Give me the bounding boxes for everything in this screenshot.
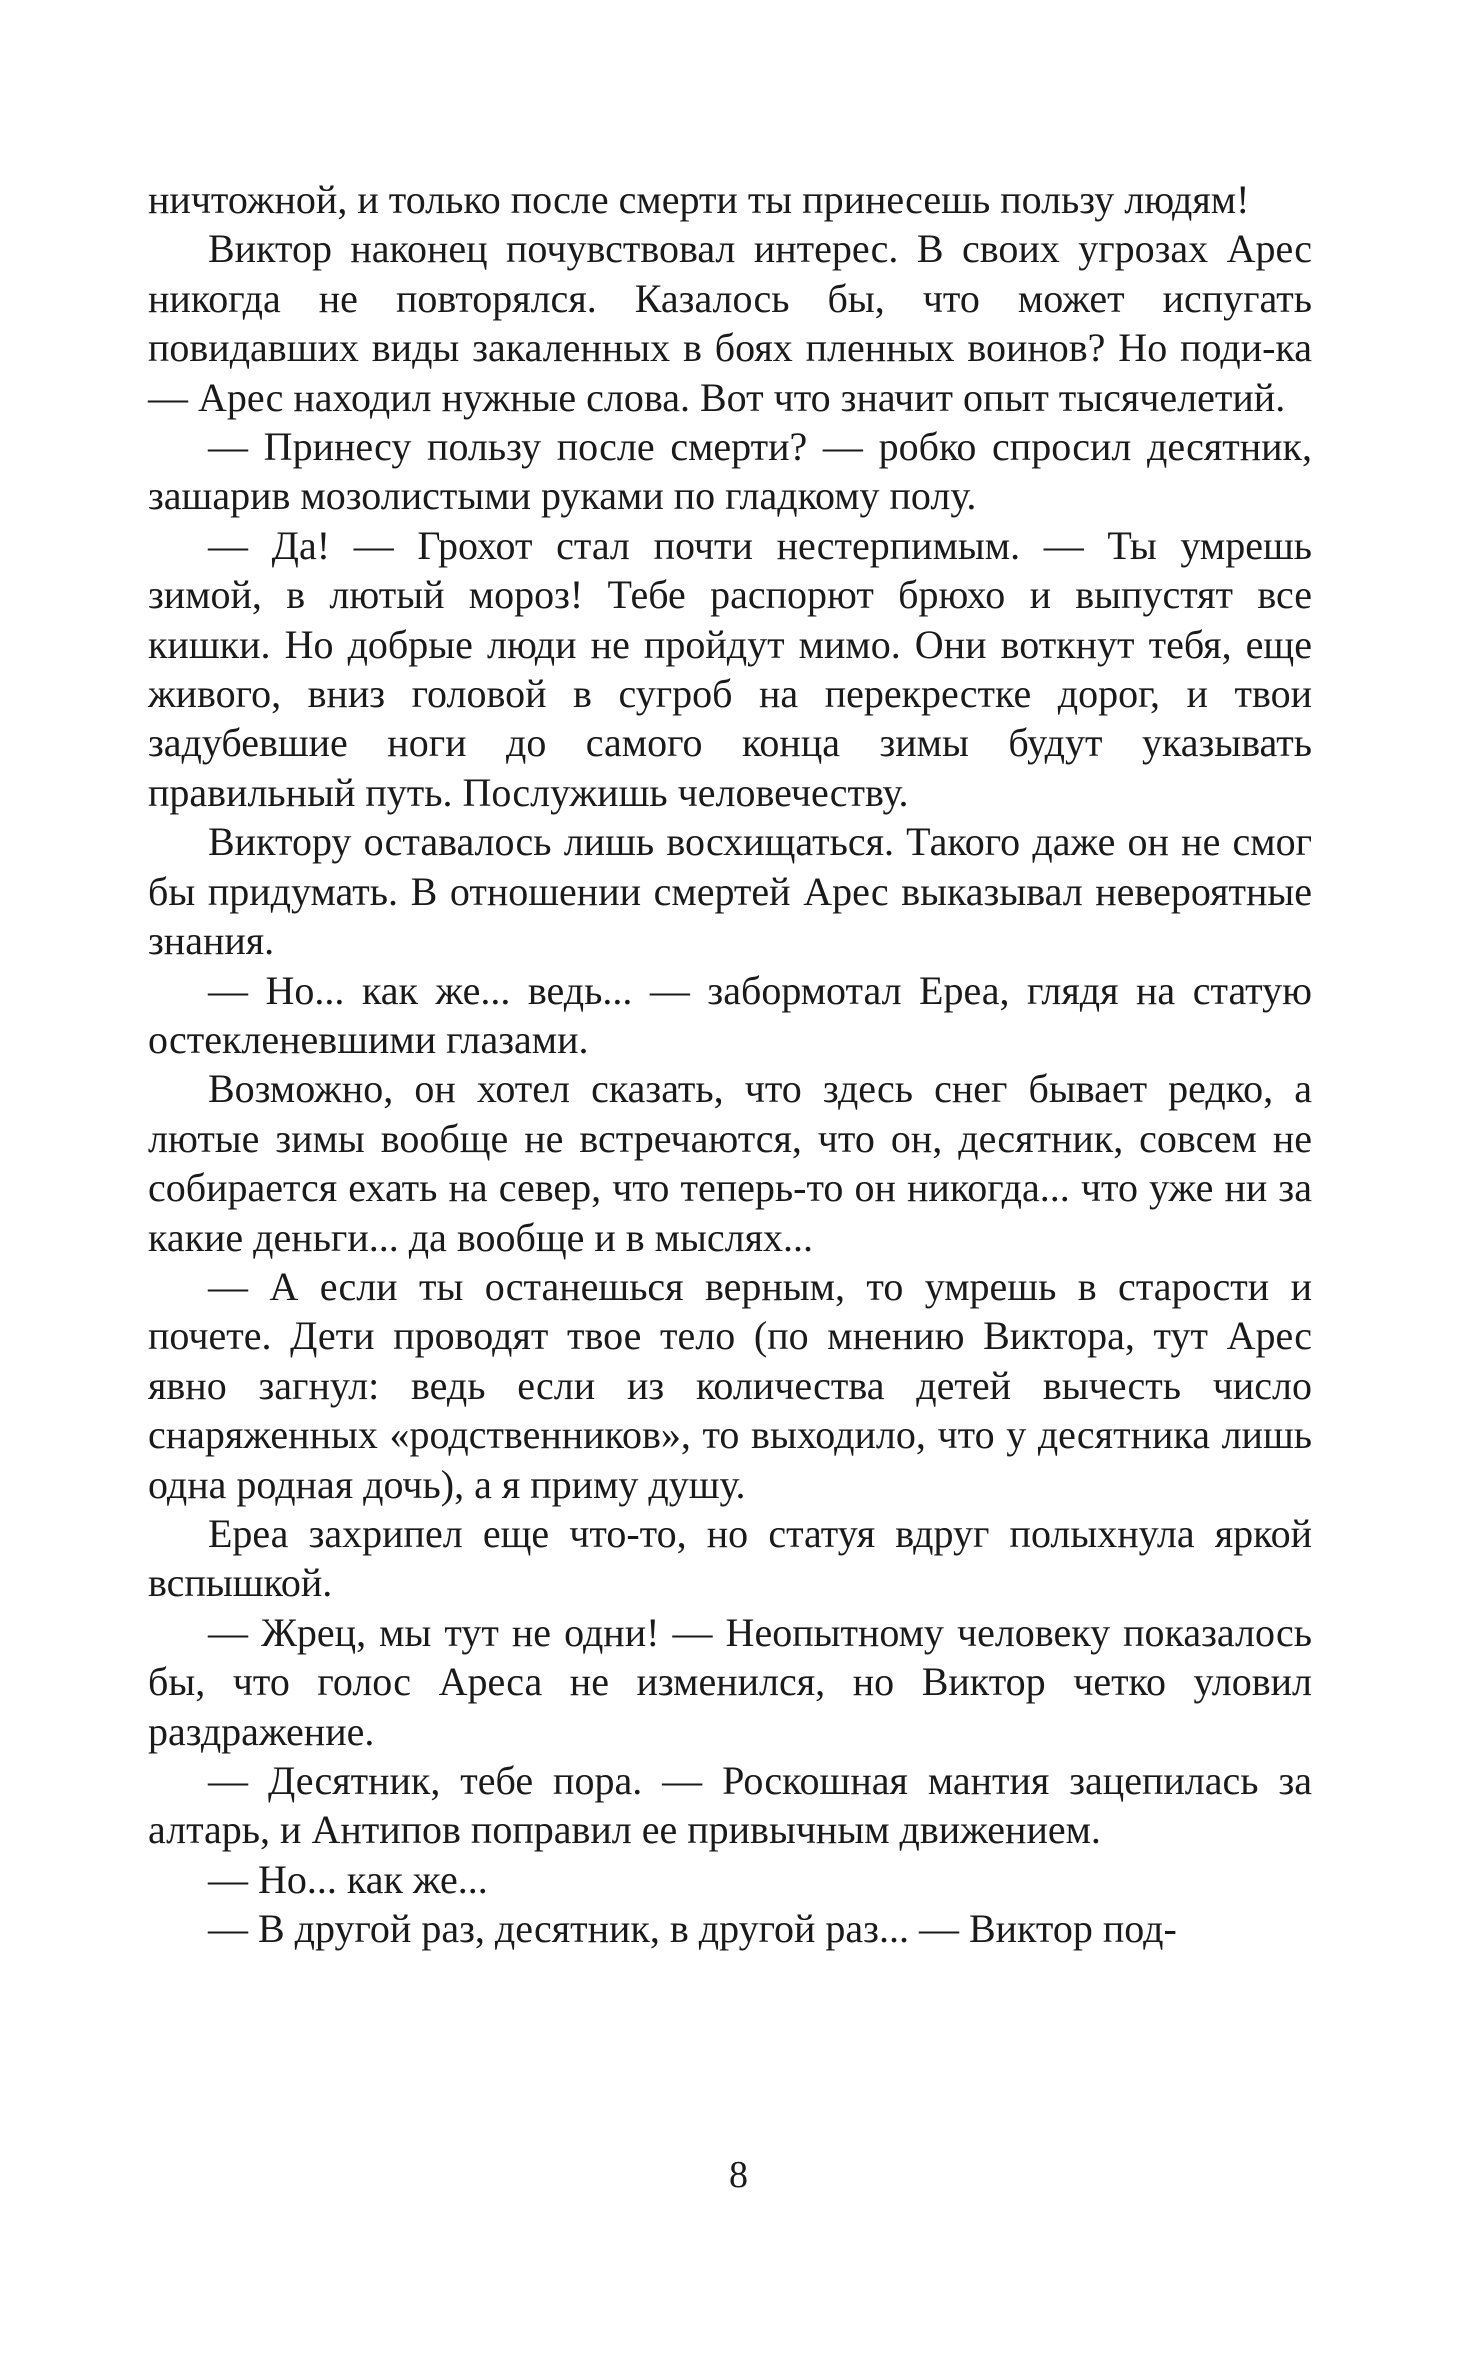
paragraph: Виктор наконец почувствовал интерес. В своих угрозах Арес никогда не повторялся. Казалось бы, что может испугать повидавших виды закаленных в боях пленных воинов? Но поди-ка — Арес находил нужные слова. Вот что значит опыт тысячелетий. [148, 226, 1312, 420]
paragraph: Ереа захрипел еще что-то, но статуя вдруг полыхнула яркой вспышкой. [148, 1510, 1312, 1606]
paragraph: — Жрец, мы тут не одни! — Неопытному человеку показалось бы, что голос Ареса не изменился, но Виктор четко уловил раздражение. [148, 1609, 1312, 1754]
paragraph: — Принесу пользу после смерти? — робко спросил десятник, зашарив мозолистыми руками по гладкому полу. [148, 424, 1312, 519]
paragraph: — Но... как же... ведь... — забормотал Ереа, глядя на статую остекленевшими глазами. [148, 967, 1312, 1062]
page-body [148, 175, 1312, 1954]
paragraph: — Да! — Грохот стал почти нестерпимым. — Ты умрешь зимой, в лютый мороз! Тебе распорют брюхо и выпустят все кишки. Но добрые люди не пройдут мимо. Они воткнут тебя, еще живого, вниз головой в сугроб на перекрестке дорог, и твои задубевшие ноги до самого конца зимы будут указывать правильный путь. Послужишь человечеству. [148, 522, 1312, 815]
paragraph: — В другой раз, десятник, в другой раз... — Виктор под- [208, 1906, 1177, 1952]
paragraph: Виктору оставалось лишь восхищаться. Такого даже он не смог бы придумать. В отношении смертей Арес выказывал невероятные знания. [148, 819, 1312, 964]
paragraph: ничтожной, и только после смерти ты принесешь пользу людям! [148, 177, 1250, 222]
paragraph: — Десятник, тебе пора. — Роскошная мантия зацепилась за алтарь, и Антипов поправил ее привычным движением. [148, 1758, 1312, 1853]
paragraph: — Но... как же... [208, 1856, 488, 1902]
paragraph: — А если ты останешься верным, то умрешь в старости и почете. Дети проводят твое тело (по мнению Виктора, тут Арес явно загнул: ведь если из количества детей вычесть число снаряженных «родственников», то выходило, что у десятника лишь одна родная дочь), а я приму душу. [148, 1263, 1312, 1507]
paragraph: Возможно, он хотел сказать, что здесь снег бывает редко, а лютые зимы вообще не встречаются, что он, десятник, совсем не собирается ехать на север, что теперь-то он никогда... что уже ни за какие деньги... да вообще и в мыслях... [148, 1066, 1312, 1260]
page-number: 8 [729, 2154, 748, 2196]
